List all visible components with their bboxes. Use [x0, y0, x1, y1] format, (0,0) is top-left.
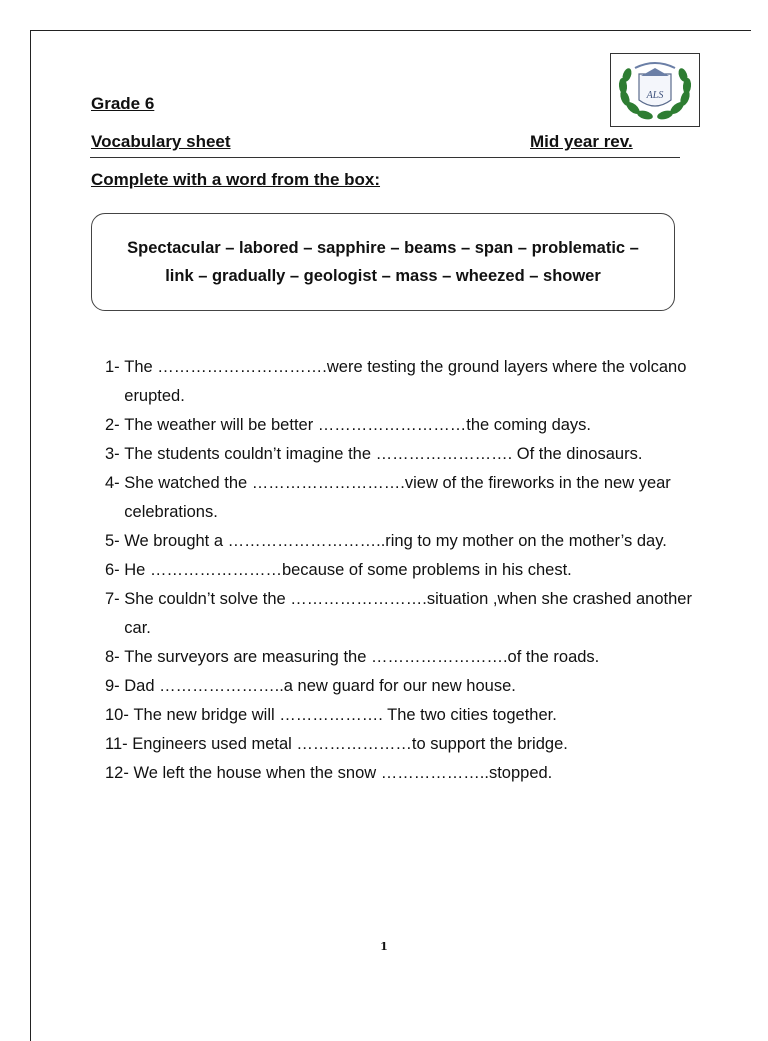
question-number: 11-	[105, 735, 133, 753]
question-item	[105, 556, 705, 585]
header-divider	[90, 157, 680, 158]
question-text: The surveyors are measuring the …………………….of the roads.	[124, 648, 600, 666]
question-text: We left the house when the snow ………………..stopped.	[133, 764, 553, 782]
question-number: 9-	[105, 677, 125, 695]
word-bank-line: Spectacular – labored – sapphire – beams – span – problematic –	[127, 239, 639, 257]
question-item	[105, 585, 705, 643]
question-number: 8-	[105, 648, 125, 666]
question-text: She watched the ……………………….view of the fireworks in the new year celebrations.	[124, 474, 671, 521]
question-item	[105, 469, 705, 527]
instruction-heading: Complete with a word from the box:	[91, 170, 381, 189]
question-item	[105, 701, 705, 730]
question-number: 7-	[105, 590, 125, 608]
school-logo	[610, 53, 700, 127]
question-item	[105, 730, 705, 759]
question-number: 6-	[105, 561, 125, 579]
question-number: 4-	[105, 474, 125, 492]
question-item	[105, 411, 705, 440]
question-number: 12-	[105, 764, 134, 782]
question-number: 5-	[105, 532, 125, 550]
grade-heading: Grade 6	[91, 94, 155, 113]
revision-label: Mid year rev.	[530, 132, 633, 151]
page-number: 1	[380, 940, 388, 953]
question-text: Dad …………………..a new guard for our new house.	[124, 677, 516, 695]
question-text: She couldn’t solve the …………………….situation ,when she crashed another car.	[124, 590, 692, 637]
question-number: 1-	[105, 358, 125, 376]
question-text: We brought a ………………………..ring to my mother on the mother’s day.	[124, 532, 667, 550]
question-text: The new bridge will ………………. The two cities together.	[133, 706, 557, 724]
question-text: He ……………………because of some problems in his chest.	[124, 561, 572, 579]
question-item	[105, 672, 705, 701]
question-text: The students couldn’t imagine the ……………………. Of the dinosaurs.	[124, 445, 643, 463]
question-item	[105, 759, 705, 788]
question-list	[105, 353, 705, 788]
question-text: The ………………………….were testing the ground layers where the volcano erupted.	[124, 358, 687, 405]
question-item	[105, 527, 705, 556]
word-bank-line: link – gradually – geologist – mass – wheezed – shower	[165, 267, 601, 285]
question-item	[105, 643, 705, 672]
word-bank-box	[91, 213, 675, 311]
question-number: 2-	[105, 416, 125, 434]
question-number: 3-	[105, 445, 125, 463]
question-item	[105, 440, 705, 469]
logo-lettering: ALS	[646, 90, 664, 101]
question-number: 10-	[105, 706, 134, 724]
question-item	[105, 353, 705, 411]
sheet-title: Vocabulary sheet	[91, 132, 231, 151]
question-text: Engineers used metal …………………to support the bridge.	[132, 735, 568, 753]
question-text: The weather will be better ………………………the coming days.	[124, 416, 592, 434]
